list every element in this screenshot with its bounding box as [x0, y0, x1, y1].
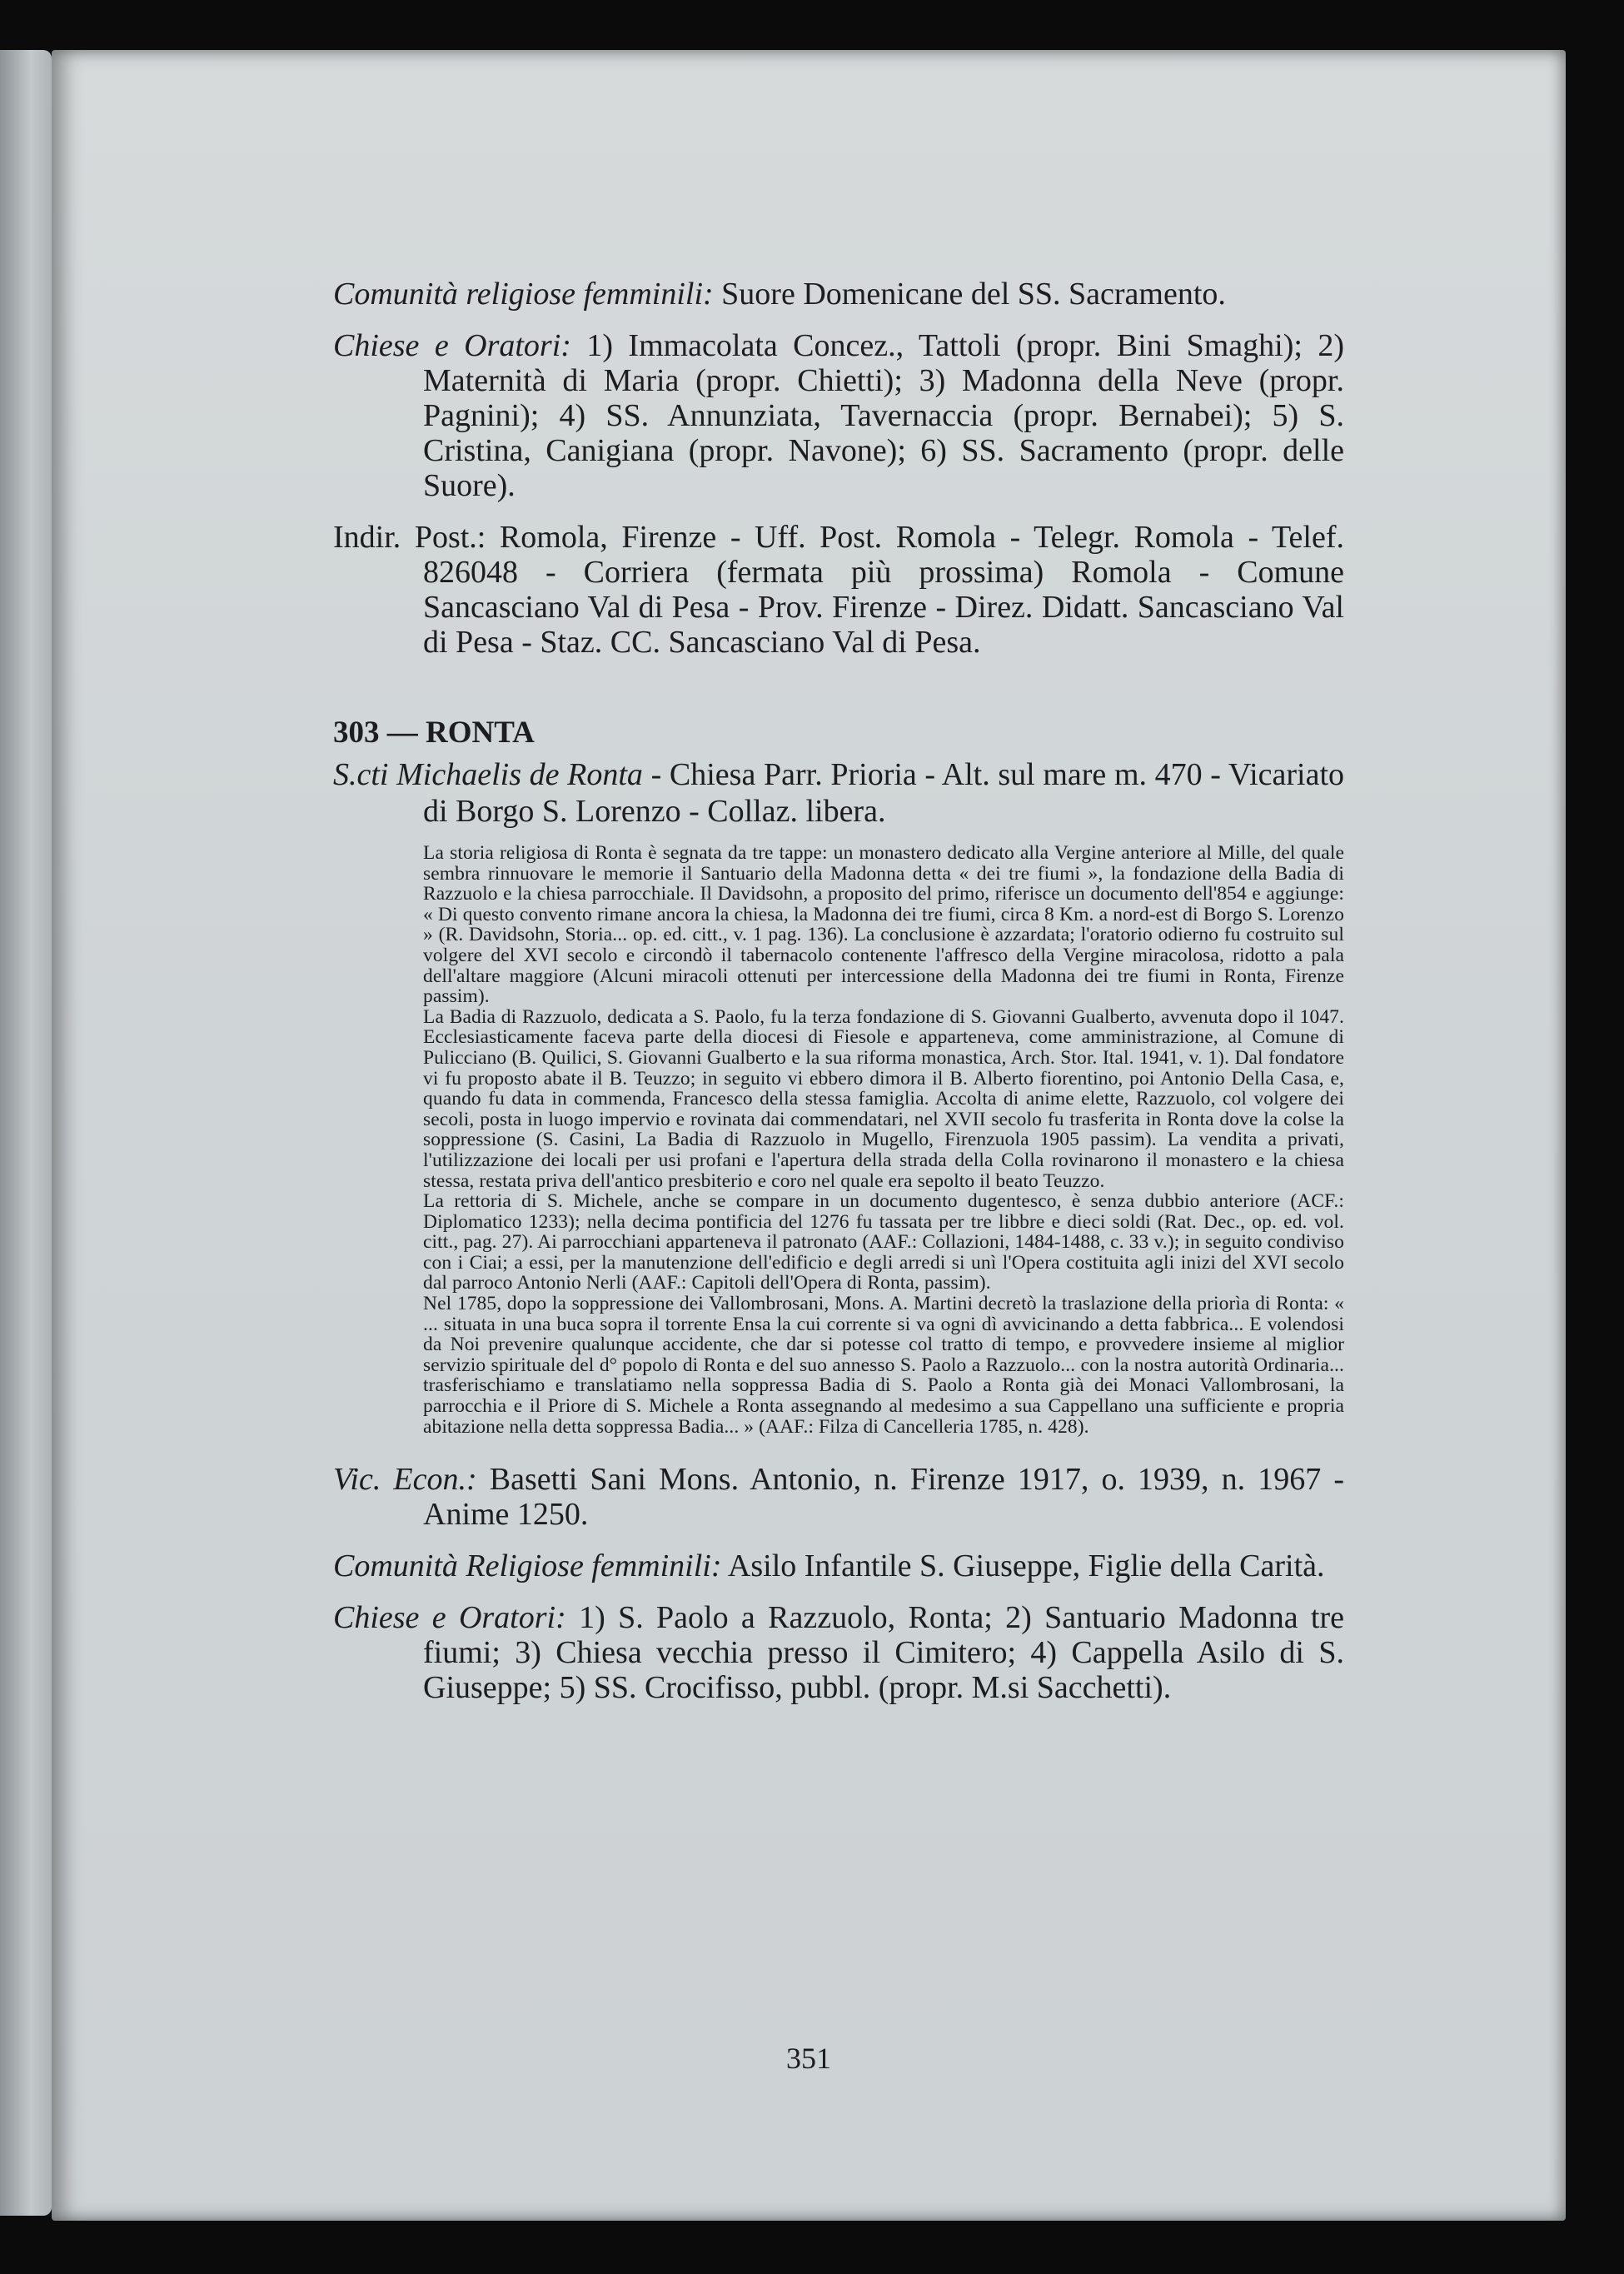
facing-page-edge	[0, 50, 52, 2216]
churches-text: 1) Immacolata Concez., Tattoli (propr. Bini Smaghi); 2) Maternità di Maria (propr. Chietti); 3) Madonna della Neve (propr. Pagnini); 4) SS. Annunziata, Tavernaccia (propr. Bernabei); 5) S. Cristina, Canigiana (propr. Navone); 6) SS. Sacramento (propr. delle Suore).	[423, 328, 1345, 503]
churches-entry	[333, 1600, 1344, 1705]
parish-latin-name: S.cti Michaelis de Ronta	[333, 757, 643, 792]
book-page	[52, 50, 1566, 2221]
vicar-label: Vic. Econ.:	[333, 1462, 477, 1498]
history-paragraph: La storia religiosa di Ronta è segnata da tre tappe: un monastero dedicato alla Vergine anteriore al Mille, del quale sembra rinnuovare le memorie il Santuario della Madonna detta « dei tre fiumi », la fondazione della Badia di Razzuolo e la chiesa parrocchiale. Il Davidsohn, a proposito del primo, riferisce un documento dell'854 e aggiunge: « Di questo convento rimane ancora la chiesa, la Madonna dei tre fiumi, circa 8 Km. a nord-est di Borgo S. Lorenzo » (R. Davidsohn, Storia... op. ed. citt., v. 1 pag. 136). La conclusione è azzardata; l'oratorio odierno fu costruito sul volgere del XVI secolo e circondò il tabernacolo contenente l'affresco della Vergine miracolosa, ridotto a pala dell'altare maggiore (Alcuni miracoli ottenuti per intercessione della Madonna dei tre fiumi in Ronta, Firenze passim).	[423, 842, 1344, 1008]
vicar-text: Basetti Sani Mons. Antonio, n. Firenze 1917, o. 1939, n. 1967 - Anime 1250.	[423, 1462, 1344, 1533]
community-text: Asilo Infantile S. Giuseppe, Figlie della Carità.	[727, 1548, 1325, 1584]
community-label: Comunità religiose femminili:	[333, 277, 714, 312]
page-content	[333, 277, 1344, 1722]
section-heading: 303 — RONTA	[333, 716, 535, 750]
vicar-entry	[333, 1462, 1344, 1532]
history-text	[333, 843, 1344, 1437]
churches-label: Chiese e Oratori:	[333, 328, 571, 363]
page-number: 351	[786, 2042, 831, 2075]
history-paragraph: La rettoria di S. Michele, anche se compare in un documento dugentesco, è senza dubbio anteriore (ACF.: Diplomatico 1233); nella decima pontificia del 1276 fu tassata per tre libbre e dieci soldi (Rat. Dec., op. ed. vol. citt., pag. 27). Ai parrocchiani apparteneva il patronato (AAF.: Collazioni, 1484-1488, c. 33 v.); in seguito condiviso con i Ciai; a essi, per la manutenzione dell'edificio e degli arredi si unì l'Opera costituita agli inizi del XVI secolo dal parroco Antonio Nerli (AAF.: Capitoli dell'Opera di Ronta, passim).	[423, 1190, 1344, 1294]
community-label: Comunità Religiose femminili:	[333, 1548, 722, 1584]
parish-title	[333, 756, 1344, 830]
community-text: Suore Domenicane del SS. Sacramento.	[721, 277, 1226, 312]
community-entry	[333, 1548, 1344, 1583]
community-entry-top	[333, 277, 1344, 312]
churches-text: 1) S. Paolo a Razzuolo, Ronta; 2) Santuario Madonna tre fiumi; 3) Chiesa vecchia presso il Cimitero; 4) Cappella Asilo di S. Giuseppe; 5) SS. Crocifisso, pubbl. (propr. M.si Sacchetti).	[423, 1600, 1345, 1706]
churches-entry-top	[333, 328, 1344, 503]
postal-address: Indir. Post.: Romola, Firenze - Uff. Post. Romola - Telegr. Romola - Telef. 826048 - Corriera (fermata più prossima) Romola - Comune Sancasciano Val di Pesa - Prov. Firenze - Direz. Didatt. Sancasciano Val di Pesa - Staz. CC. Sancasciano Val di Pesa.	[333, 520, 1344, 660]
history-paragraph: La Badia di Razzuolo, dedicata a S. Paolo, fu la terza fondazione di S. Giovanni Gualberto, avvenuta dopo il 1047. Ecclesiasticamente faceva parte della diocesi di Fiesole e apparteneva, come amministrazione, al Comune di Pulicciano (B. Quilici, S. Giovanni Gualberto e la sua riforma monastica, Arch. Stor. Ital. 1941, v. 1). Dal fondatore vi fu proposto abate il B. Teuzzo; in seguito vi ebbero dimora il B. Alberto fiorentino, poi Antonio Della Casa, e, quando fu data in commenda, Francesco della stessa famiglia. Accolta di anime elette, Razzuolo, col volgere dei secoli, posta in luogo impervio e rovinata dai commendatari, nel XVII secolo fu trasferita in Ronta dove la colse la soppressione (S. Casini, La Badia di Razzuolo in Mugello, Firenzuola 1905 passim). La vendita a privati, l'utilizzazione dei locali per usi profani e l'apertura della strada della Colla rovinarono il monastero e la chiesa stessa, restata priva dell'antico presbiterio e coro nel quale era sepolto il beato Teuzzo.	[423, 1005, 1344, 1192]
parish-details: - Chiesa Parr. Prioria - Alt. sul mare m. 470 - Vicariato di Borgo S. Lorenzo - Collaz. libera.	[423, 757, 1345, 829]
history-paragraph: Nel 1785, dopo la soppressione dei Vallombrosani, Mons. A. Martini decretò la traslazione della priorìa di Ronta: « ... situata in una buca sopra il torrente Ensa la cui corrente si va ogni dì avvicinando a detta fabbrica... E volendosi da Noi prevenire qualunque accidente, che dar si potesse col tratto di tempo, e provvedere insieme al miglior servizio spirituale del d° popolo di Ronta e del suo annesso S. Paolo a Razzuolo... con la nostra autorità Ordinaria... trasferischiamo e translatiamo nella soppressa Badia di S. Paolo a Ronta già dei Monaci Vallombrosani, la parrocchia e il Priore di S. Michele a Ronta assegnando al medesimo a sua Cappellano una sufficiente e propria abitazione nella detta soppressa Badia... » (AAF.: Filza di Cancelleria 1785, n. 428).	[423, 1293, 1344, 1438]
churches-label: Chiese e Oratori:	[333, 1600, 566, 1636]
